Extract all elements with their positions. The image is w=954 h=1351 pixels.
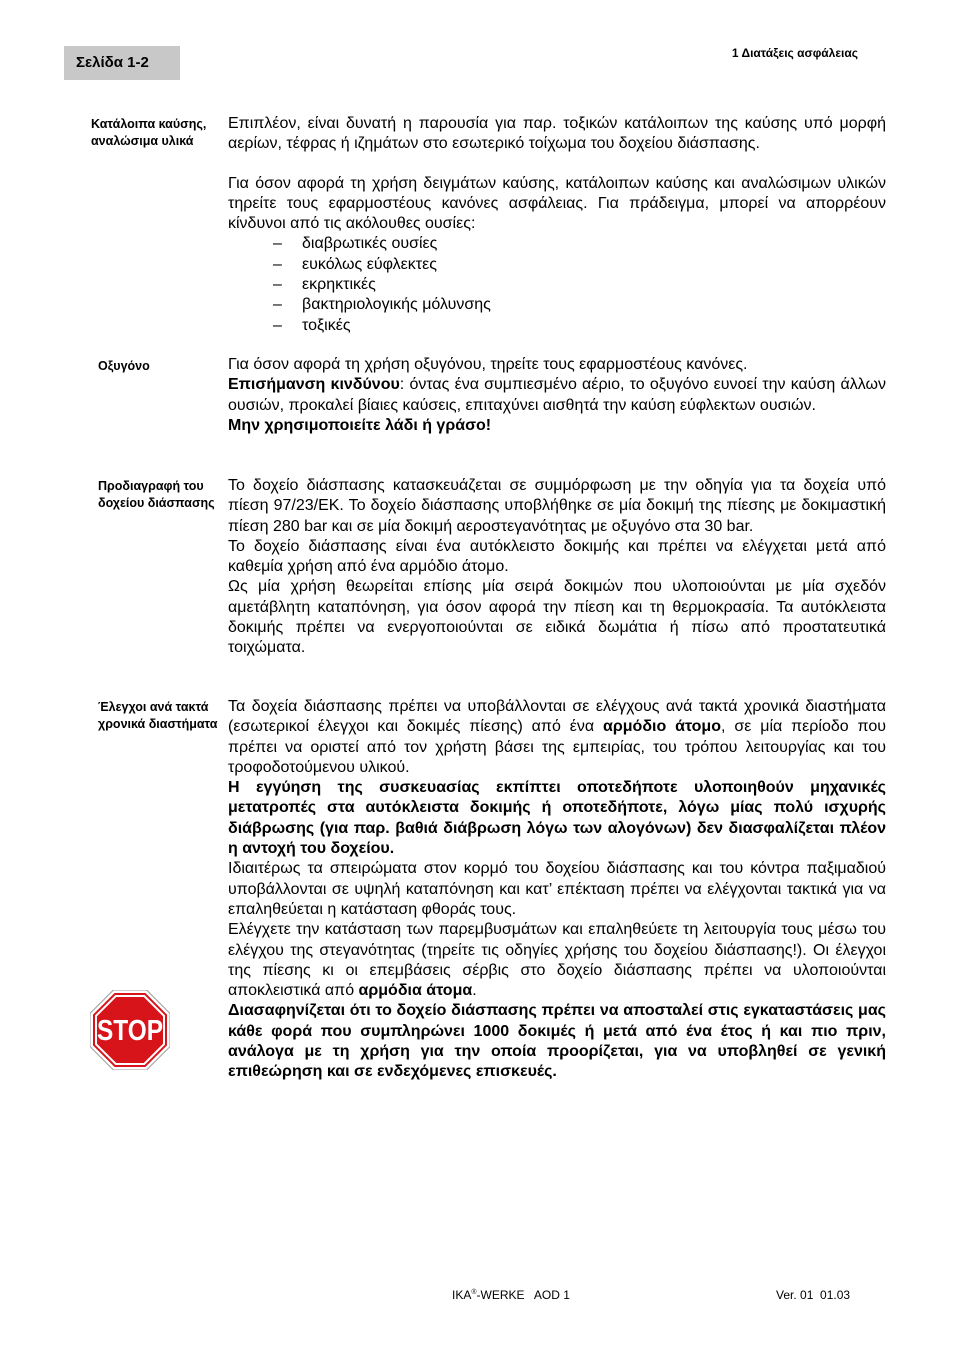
footer-version: Ver. 01 01.03	[776, 1288, 851, 1302]
text: Ελέγχετε την κατάσταση των παρεμβυσμάτων και επαληθεύετε τη λειτουργία τους μέσω του ελέγχου της στεγανότητας (τηρείτε τις οδηγίες χρήσης του δοχείου διάσπασης!). Οι έλεγχοι της πίεσης κι οι επεμβάσεις σέρβις στο δοχείο διάσπασης πρέπει να υλοποιούνται αποκλειστικά από	[228, 921, 886, 1000]
side-heading-oxygen: Οξυγόνο	[98, 359, 150, 373]
registered-mark: ®	[471, 1289, 477, 1296]
no-oil-warning: Μην χρησιμοποιείτε λάδι ή γράσο!	[228, 416, 492, 434]
chapter-title: 1 Διατάξεις ασφάλειας	[731, 46, 858, 60]
paragraph: Ιδιαιτέρως τα σπειρώματα στον κορμό του δοχείου διάσπασης και του κόντρα παξιμαδιού υποβάλλονται σε υψηλή καταπόνηση και κατ’ επέκταση πρέπει να ελέγχονται τακτικά για να επαληθεύεται η κατάσταση φθοράς τους.	[228, 860, 886, 918]
paragraph	[228, 778, 886, 859]
list-item: – διαβρωτικές ουσίες	[228, 234, 886, 254]
warning-text: : όντας ένα συμπιεσμένο αέριο, το οξυγόνο ευνοεί την καύση άλλων ουσιών, προκαλεί βίαιες καύσεις, επιταχύνει αισθητά την καύση εύφλεκτων ουσιών.	[228, 376, 886, 414]
side-heading-residues: Κατάλοιπα καύσης, αναλώσιμα υλικά	[91, 117, 207, 148]
warning-label: Επισήμανση κινδύνου	[228, 376, 400, 394]
product: -WERKE AOD 1	[476, 1288, 570, 1302]
side-heading-spec: Προδιαγραφή του δοχείου διάσπασης	[98, 479, 215, 510]
service-notice: Διασαφηνίζεται ότι το δοχείο διάσπασης πρέπει να αποσταλεί στις εγκαταστάσεις μας κάθε φορά που συμπληρώνει 1000 δοκιμές ή μετά από ένα έτος ή και πιο πριν, ανάλογα με τη χρήση για την οποία προορίζεται, για να υποβληθεί σε γενική επιθεώρηση και σε ενδεχόμενες επισκευές.	[228, 1002, 886, 1081]
list-item: – ευκόλως εύφλεκτες	[228, 255, 886, 275]
paragraph	[228, 375, 886, 416]
paragraph: Το δοχείο διάσπασης κατασκευάζεται σε συμμόρφωση με την οδηγία για τα δοχεία υπό πίεση 97/23/ΕΚ. Το δοχείο διάσπασης υποβλήθηκε σε μία δοκιμή της πίεσης με δοκιμαστική πίεση 280 bar και σε μία δοκιμή αεροστεγανότητας με οξυγόνο στα 30 bar.	[228, 477, 886, 535]
text: .	[472, 982, 477, 1000]
list-item: – τοξικές	[228, 316, 886, 336]
hazard-list	[228, 234, 886, 335]
text: , σε μία περίοδο που πρέπει να οριστεί από τον χρήστη βάσει της εμπειρίας, του τρόπου λειτουργίας και του τροφοδοτούμενου υλικού.	[228, 718, 887, 776]
paragraph: Ως μία χρήση θεωρείται επίσης μία σειρά δοκιμών που υλοποιούνται με μία σχεδόν αμετάβλητη καταπόνηση, για όσον αφορά την πίεση και τη θερμοκρασία. Τα αυτόκλειστα δοκιμής πρέπει να ενεργοποιούνται σε ειδικά δωμάτια ή πίσω από προστατευτικά τοιχώματα.	[228, 578, 886, 657]
paragraph	[228, 1001, 886, 1082]
stop-sign-text: STOP	[97, 1015, 163, 1047]
list-item: – εκρηκτικές	[228, 275, 886, 295]
side-heading-checks: Έλεγχοι ανά τακτά χρονικά διαστήματα	[98, 700, 218, 731]
list-item: – βακτηριολογικής μόλυνσης	[228, 295, 886, 315]
paragraph: Για όσον αφορά τη χρήση οξυγόνου, τηρείτε τους εφαρμοστέους κανόνες.	[228, 356, 748, 373]
paragraph	[228, 920, 886, 1001]
paragraph: Το δοχείο διάσπασης είναι ένα αυτόκλειστο δοκιμής και πρέπει να ελέγχεται μετά από καθεμία χρήση από ένα αρμόδιο άτομο.	[228, 537, 886, 576]
text-bold: αρμόδια άτομα	[358, 982, 473, 1000]
text-bold: αρμόδιο άτομο	[603, 718, 721, 736]
paragraph: Για όσον αφορά τη χρήση δειγμάτων καύσης, κατάλοιπων καύσης και αναλώσιμων υλικών τηρείτε τους εφαρμοστέους κανόνες ασφάλειας. Για πράδειγμα, μπορεί να απορρέουν κίνδυνοι από τις ακόλουθες ουσίες:	[228, 174, 886, 233]
stop-sign-icon	[90, 990, 170, 1070]
section-residues	[228, 114, 886, 336]
warranty-warning: Η εγγύηση της συσκευασίας εκπίπτει οποτεδήποτε υλοποιηθούν μηχανικές μετατροπές στα αυτόκλειστα δοκιμής ή οποτεδήποτε, λόγω μίας πολύ ισχυρής διάβρωσης (για παρ. βαθιά διάβρωση λόγω των αλογόνων) δεν διασφαλίζεται πλέον η αντοχή του δοχείου.	[228, 779, 886, 858]
paragraph: Επιπλέον, είναι δυνατή η παρουσία για παρ. τοξικών κατάλοιπων της καύσης υπό μορφή αερίων, τέφρας ή ιζημάτων στο εσωτερικό τοίχωμα του δοχείου διάσπασης.	[228, 115, 886, 153]
paragraph	[228, 697, 886, 778]
page-number-label: Σελίδα 1-2	[64, 46, 180, 80]
section-oxygen	[228, 355, 886, 436]
section-spec	[228, 476, 886, 659]
section-checks	[228, 697, 886, 1083]
text: Τα δοχεία διάσπασης πρέπει να υποβάλλονται σε ελέγχους ανά τακτά χρονικά διαστήματα (εσωτερικοί έλεγχοι και δοκιμές πίεσης) από ένα	[228, 698, 886, 736]
footer-brand	[452, 1288, 570, 1302]
paragraph	[228, 416, 886, 436]
brand: IKA	[452, 1288, 472, 1302]
